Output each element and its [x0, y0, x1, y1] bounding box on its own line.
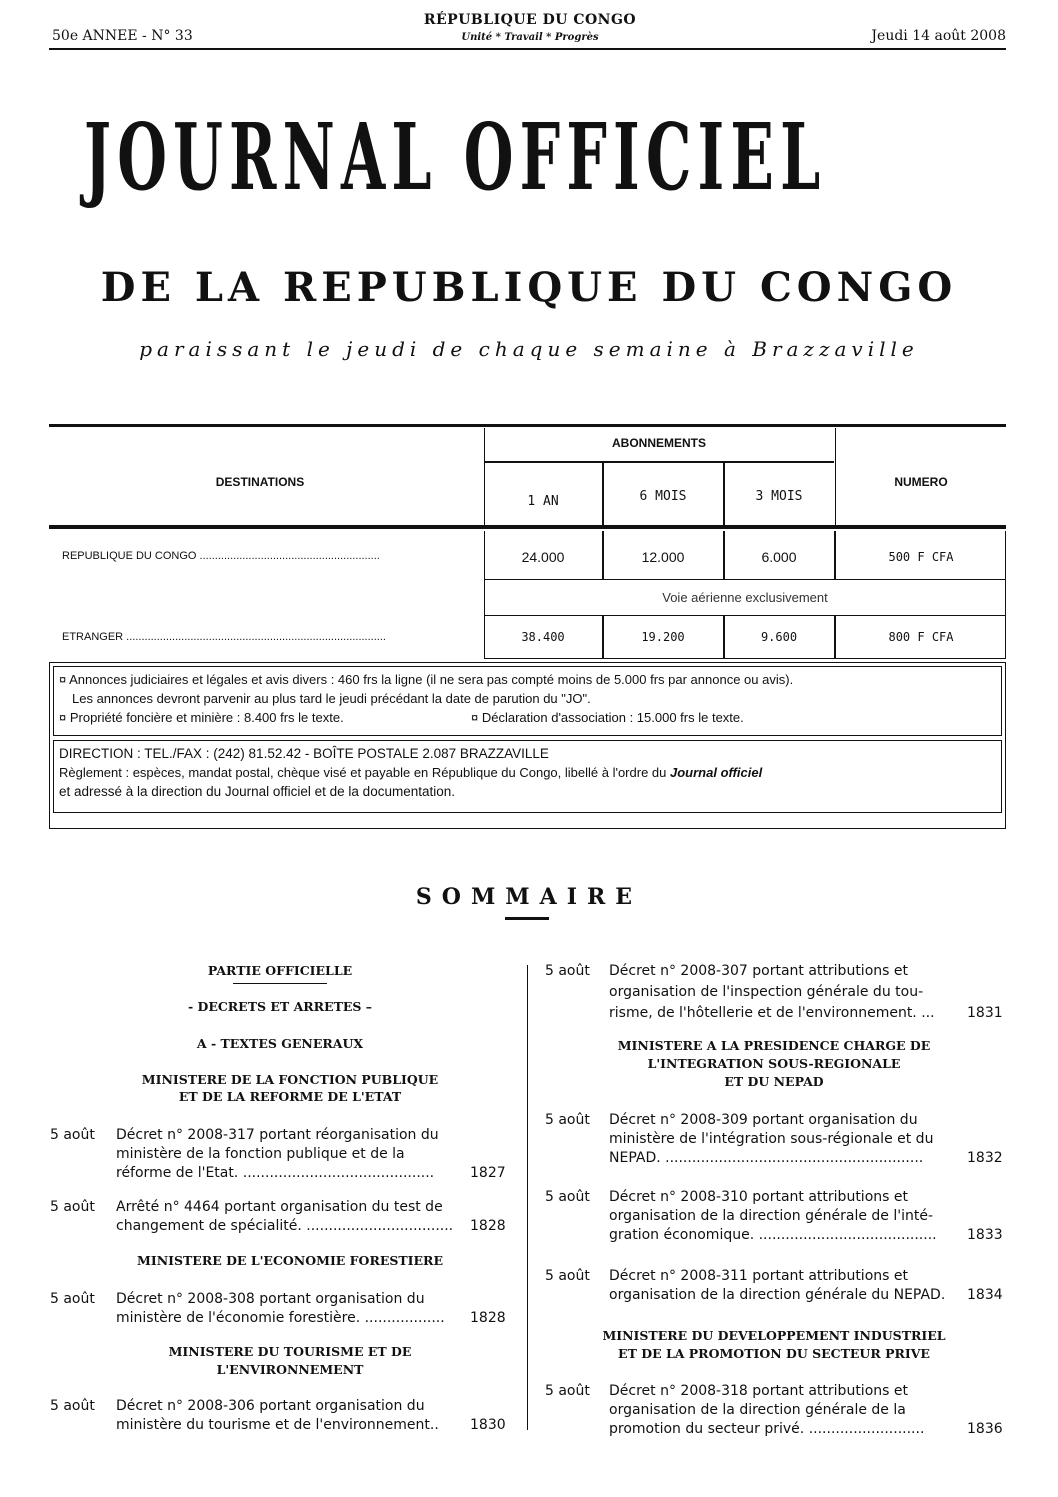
numero-header: NUMERO: [894, 475, 948, 489]
decrets-heading: - DECRETS ET ARRETES –: [187, 999, 373, 1014]
column-divider: [527, 965, 528, 1430]
notices-box: [49, 662, 1006, 829]
entry-line: Décret n° 2008-307 portant attributions et: [609, 963, 908, 979]
entry-line: changement de spécialité. .................................: [116, 1218, 454, 1234]
entry-page: 1827: [470, 1165, 506, 1181]
entry-page: 1836: [967, 1421, 1003, 1437]
entry-line: organisation de la direction générale du NEPAD.: [609, 1287, 946, 1303]
entry-line: organisation de l'inspection générale du tou-: [609, 984, 924, 1000]
ministere-presidence-heading-3: ET DU NEPAD: [724, 1074, 824, 1089]
entry-date: 5 août: [545, 1112, 590, 1128]
entry-line: Décret n° 2008-306 portant organisation du: [116, 1398, 425, 1414]
etranger-1an: 38.400: [521, 630, 565, 644]
entry-page: 1830: [470, 1417, 506, 1433]
period-1an: 1 AN: [527, 494, 559, 509]
entry-page: 1831: [967, 1005, 1003, 1021]
ministere-tourisme-heading-1: MINISTERE DU TOURISME ET DE: [168, 1344, 412, 1359]
abonnements-header: ABONNEMENTS: [611, 436, 706, 450]
entry-line: Décret n° 2008-310 portant attributions et: [609, 1189, 908, 1205]
entry-line: ministère du tourisme et de l'environnement..: [116, 1417, 439, 1433]
notice-tarifs: [59, 708, 996, 727]
period-6mois: 6 MOIS: [639, 489, 687, 504]
ministere-fonction-publique-heading-2: ET DE LA REFORME DE L'ETAT: [178, 1089, 402, 1104]
congo-1an: 24.000: [521, 549, 565, 565]
republic-motto: Unité * Travail * Progrès: [461, 32, 599, 43]
entry-date: 5 août: [50, 1398, 95, 1414]
congo-numero: 500 F CFA: [888, 550, 954, 564]
notice-delai: Les annonces devront parvenir au plus tard le jeudi précédant la date de parution du "JO".: [72, 691, 591, 706]
entry-line: organisation de la direction générale de la: [609, 1402, 906, 1418]
journal-tagline: paraissant le jeudi de chaque semaine à Brazzaville: [139, 337, 919, 361]
entry-page: 1832: [967, 1150, 1003, 1166]
destination-congo: REPUBLIQUE DU CONGO ...........................................................: [62, 550, 380, 562]
entry-line: Décret n° 2008-308 portant organisation du: [116, 1291, 425, 1307]
entry-date: 5 août: [50, 1199, 95, 1215]
notice-annonces: ¤ Annonces judiciaires et légales et avis divers : 460 frs la ligne (il ne sera pas compté moins de 5.000 frs par annonce ou avis).: [59, 672, 794, 687]
ministere-developpement-heading-1: MINISTERE DU DEVELOPPEMENT INDUSTRIEL: [602, 1328, 946, 1343]
textes-generaux-heading: A - TEXTES GENERAUX: [196, 1036, 364, 1051]
destination-etranger: ETRANGER .....................................................................................: [62, 631, 386, 643]
republic-name: RÉPUBLIQUE DU CONGO: [423, 12, 637, 28]
notice-association: ¤ Déclaration d'association : 15.000 frs le texte.: [471, 710, 744, 725]
entry-page: 1828: [470, 1218, 506, 1234]
sommaire-underline: [505, 917, 549, 920]
entry-line: risme, de l'hôtellerie et de l'environnement. ...: [609, 1005, 935, 1021]
partie-officielle-heading: PARTIE OFFICIELLE: [207, 963, 353, 978]
journal-subtitle: DE LA REPUBLIQUE DU CONGO: [100, 264, 958, 311]
destinations-header: DESTINATIONS: [215, 475, 305, 489]
etranger-3mois: 9.600: [760, 630, 798, 644]
ministere-economie-forestiere-heading: MINISTERE DE L'ECONOMIE FORESTIERE: [137, 1253, 443, 1268]
sommaire-title: SOMMAIRE: [415, 884, 643, 910]
entry-page: 1834: [967, 1287, 1003, 1303]
issue-date: Jeudi 14 août 2008: [871, 28, 1006, 44]
entry-date: 5 août: [50, 1127, 95, 1143]
entry-line: promotion du secteur privé. ..........................: [609, 1421, 925, 1437]
entry-line: gration économique. ........................................: [609, 1227, 937, 1243]
ministere-tourisme-heading-2: L'ENVIRONNEMENT: [216, 1362, 364, 1377]
table-top-rule: [49, 424, 1006, 427]
reglement-journal: Journal officiel: [670, 765, 763, 780]
partie-underline: [233, 983, 327, 984]
etranger-6mois: 19.200: [641, 630, 685, 644]
period-3mois: 3 MOIS: [755, 489, 803, 504]
abonnements-divider: [484, 461, 834, 463]
direction-adresse: et adressé à la direction du Journal officiel et de la documentation.: [59, 784, 455, 799]
entry-line: Décret n° 2008-318 portant attributions et: [609, 1383, 908, 1399]
congo-3mois: 6.000: [761, 549, 797, 565]
entry-page: 1828: [470, 1310, 506, 1326]
issue-number: 50e ANNEE - N° 33: [52, 28, 193, 44]
entry-line: ministère de la fonction publique et de la: [116, 1146, 405, 1162]
congo-6mois: 12.000: [641, 549, 685, 565]
reglement-text: Règlement : espèces, mandat postal, chèque visé et payable en République du Congo, libellé à l'ordre du: [59, 765, 670, 780]
entry-line: NEPAD. ..........................................................: [609, 1150, 924, 1166]
entry-line: ministère de l'économie forestière. ..................: [116, 1310, 445, 1326]
etranger-numero: 800 F CFA: [888, 630, 954, 644]
ministere-developpement-heading-2: ET DE LA PROMOTION DU SECTEUR PRIVE: [618, 1346, 930, 1361]
direction-reglement: [59, 763, 996, 782]
entry-line: Décret n° 2008-309 portant organisation du: [609, 1112, 918, 1128]
header-rule: [49, 48, 1006, 50]
ministere-presidence-heading-1: MINISTERE A LA PRESIDENCE CHARGE DE: [617, 1038, 931, 1053]
entry-date: 5 août: [545, 1189, 590, 1205]
entry-date: 5 août: [545, 1383, 590, 1399]
notice-propriete: ¤ Propriété foncière et minière : 8.400 frs le texte.: [59, 710, 344, 725]
entry-page: 1833: [967, 1227, 1003, 1243]
direction-inner: [53, 740, 1002, 813]
notices-inner: [53, 666, 1002, 736]
ministere-presidence-heading-2: L'INTEGRATION SOUS-REGIONALE: [647, 1056, 901, 1071]
table-header-rule: [49, 525, 1006, 529]
entry-date: 5 août: [545, 1268, 590, 1284]
ministere-fonction-publique-heading-1: MINISTERE DE LA FONCTION PUBLIQUE: [141, 1072, 439, 1087]
entry-date: 5 août: [50, 1291, 95, 1307]
entry-line: réforme de l'Etat. ...........................................: [116, 1165, 435, 1181]
entry-date: 5 août: [545, 963, 590, 979]
entry-line: Décret n° 2008-311 portant attributions et: [609, 1268, 908, 1284]
entry-line: ministère de l'intégration sous-régionale et du: [609, 1131, 934, 1147]
air-note: Voie aérienne exclusivement: [662, 590, 828, 605]
direction-contact: DIRECTION : TEL./FAX : (242) 81.52.42 - BOÎTE POSTALE 2.087 BRAZZAVILLE: [59, 746, 549, 761]
entry-line: Arrêté n° 4464 portant organisation du test de: [116, 1199, 443, 1215]
entry-line: organisation de la direction générale de l'inté-: [609, 1208, 933, 1224]
journal-title: JOURNAL OFFICIEL: [84, 103, 827, 211]
entry-line: Décret n° 2008-317 portant réorganisation du: [116, 1127, 439, 1143]
